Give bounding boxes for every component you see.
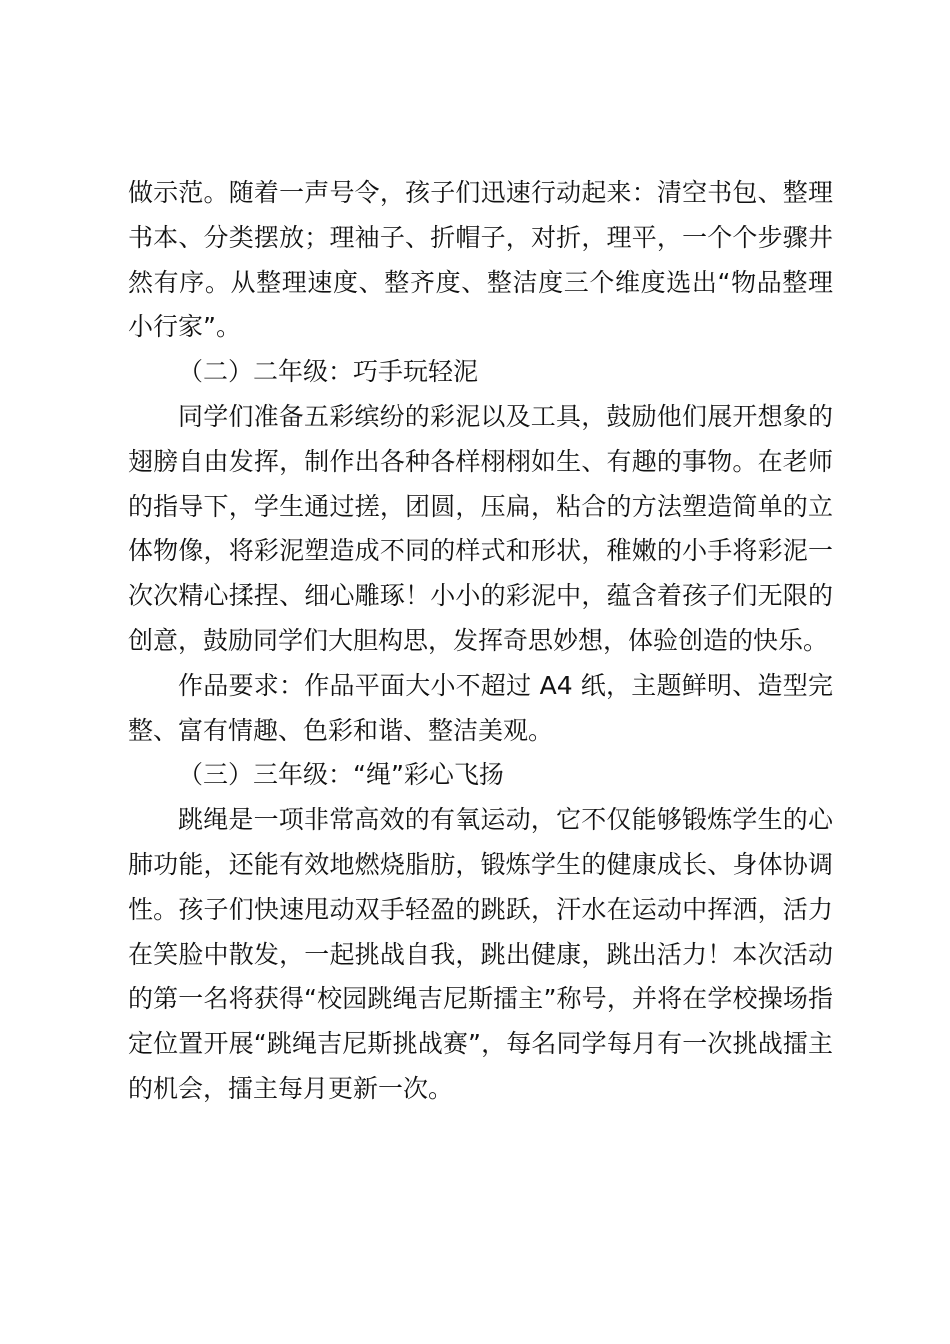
section-heading-grade-three: （三）三年级：“绳”彩心飞扬	[178, 760, 504, 790]
paragraph-work-requirements: 作品要求：作品平面大小不超过 A4 纸，主题鲜明、造型完整、富有情趣、色彩和谐、整洁美观。	[128, 670, 833, 745]
paragraph-jump-rope: 跳绳是一项非常高效的有氧运动，它不仅能够锻炼学生的心肺功能，还能有效地燃烧脂肪，锻炼学生的健康成长、身体协调性。孩子们快速甩动双手轻盈的跳跃，汗水在运动中挥洒，活力在笑脸中散发，一起挑战自我，跳出健康，跳出活力！本次活动的第一名将获得“校园跳绳吉尼斯擂主”称号，并将在学校操场指定位置开展“跳绳吉尼斯挑战赛”，每名同学每月有一次挑战擂主的机会，擂主每月更新一次。	[128, 805, 833, 1103]
paragraph-continuation: 做示范。随着一声号令，孩子们迅速行动起来：清空书包、整理书本、分类摆放；理袖子、折帽子，对折，理平，一个个步骤井然有序。从整理速度、整齐度、整洁度三个维度选出“物品整理小行家”。	[128, 178, 833, 342]
paragraph-clay-activity: 同学们准备五彩缤纷的彩泥以及工具，鼓励他们展开想象的翅膀自由发挥，制作出各种各样栩栩如生、有趣的事物。在老师的指导下，学生通过搓，团圆，压扁，粘合的方法塑造简单的立体物像，将彩泥塑造成不同的样式和形状，稚嫩的小手将彩泥一次次精心揉捏、细心雕琢！小小的彩泥中，蕴含着孩子们无限的创意，鼓励同学们大胆构思，发挥奇思妙想，体验创造的快乐。	[128, 401, 833, 655]
document-body	[128, 171, 833, 1112]
section-heading-grade-two: （二）二年级：巧手玩轻泥	[178, 357, 479, 387]
